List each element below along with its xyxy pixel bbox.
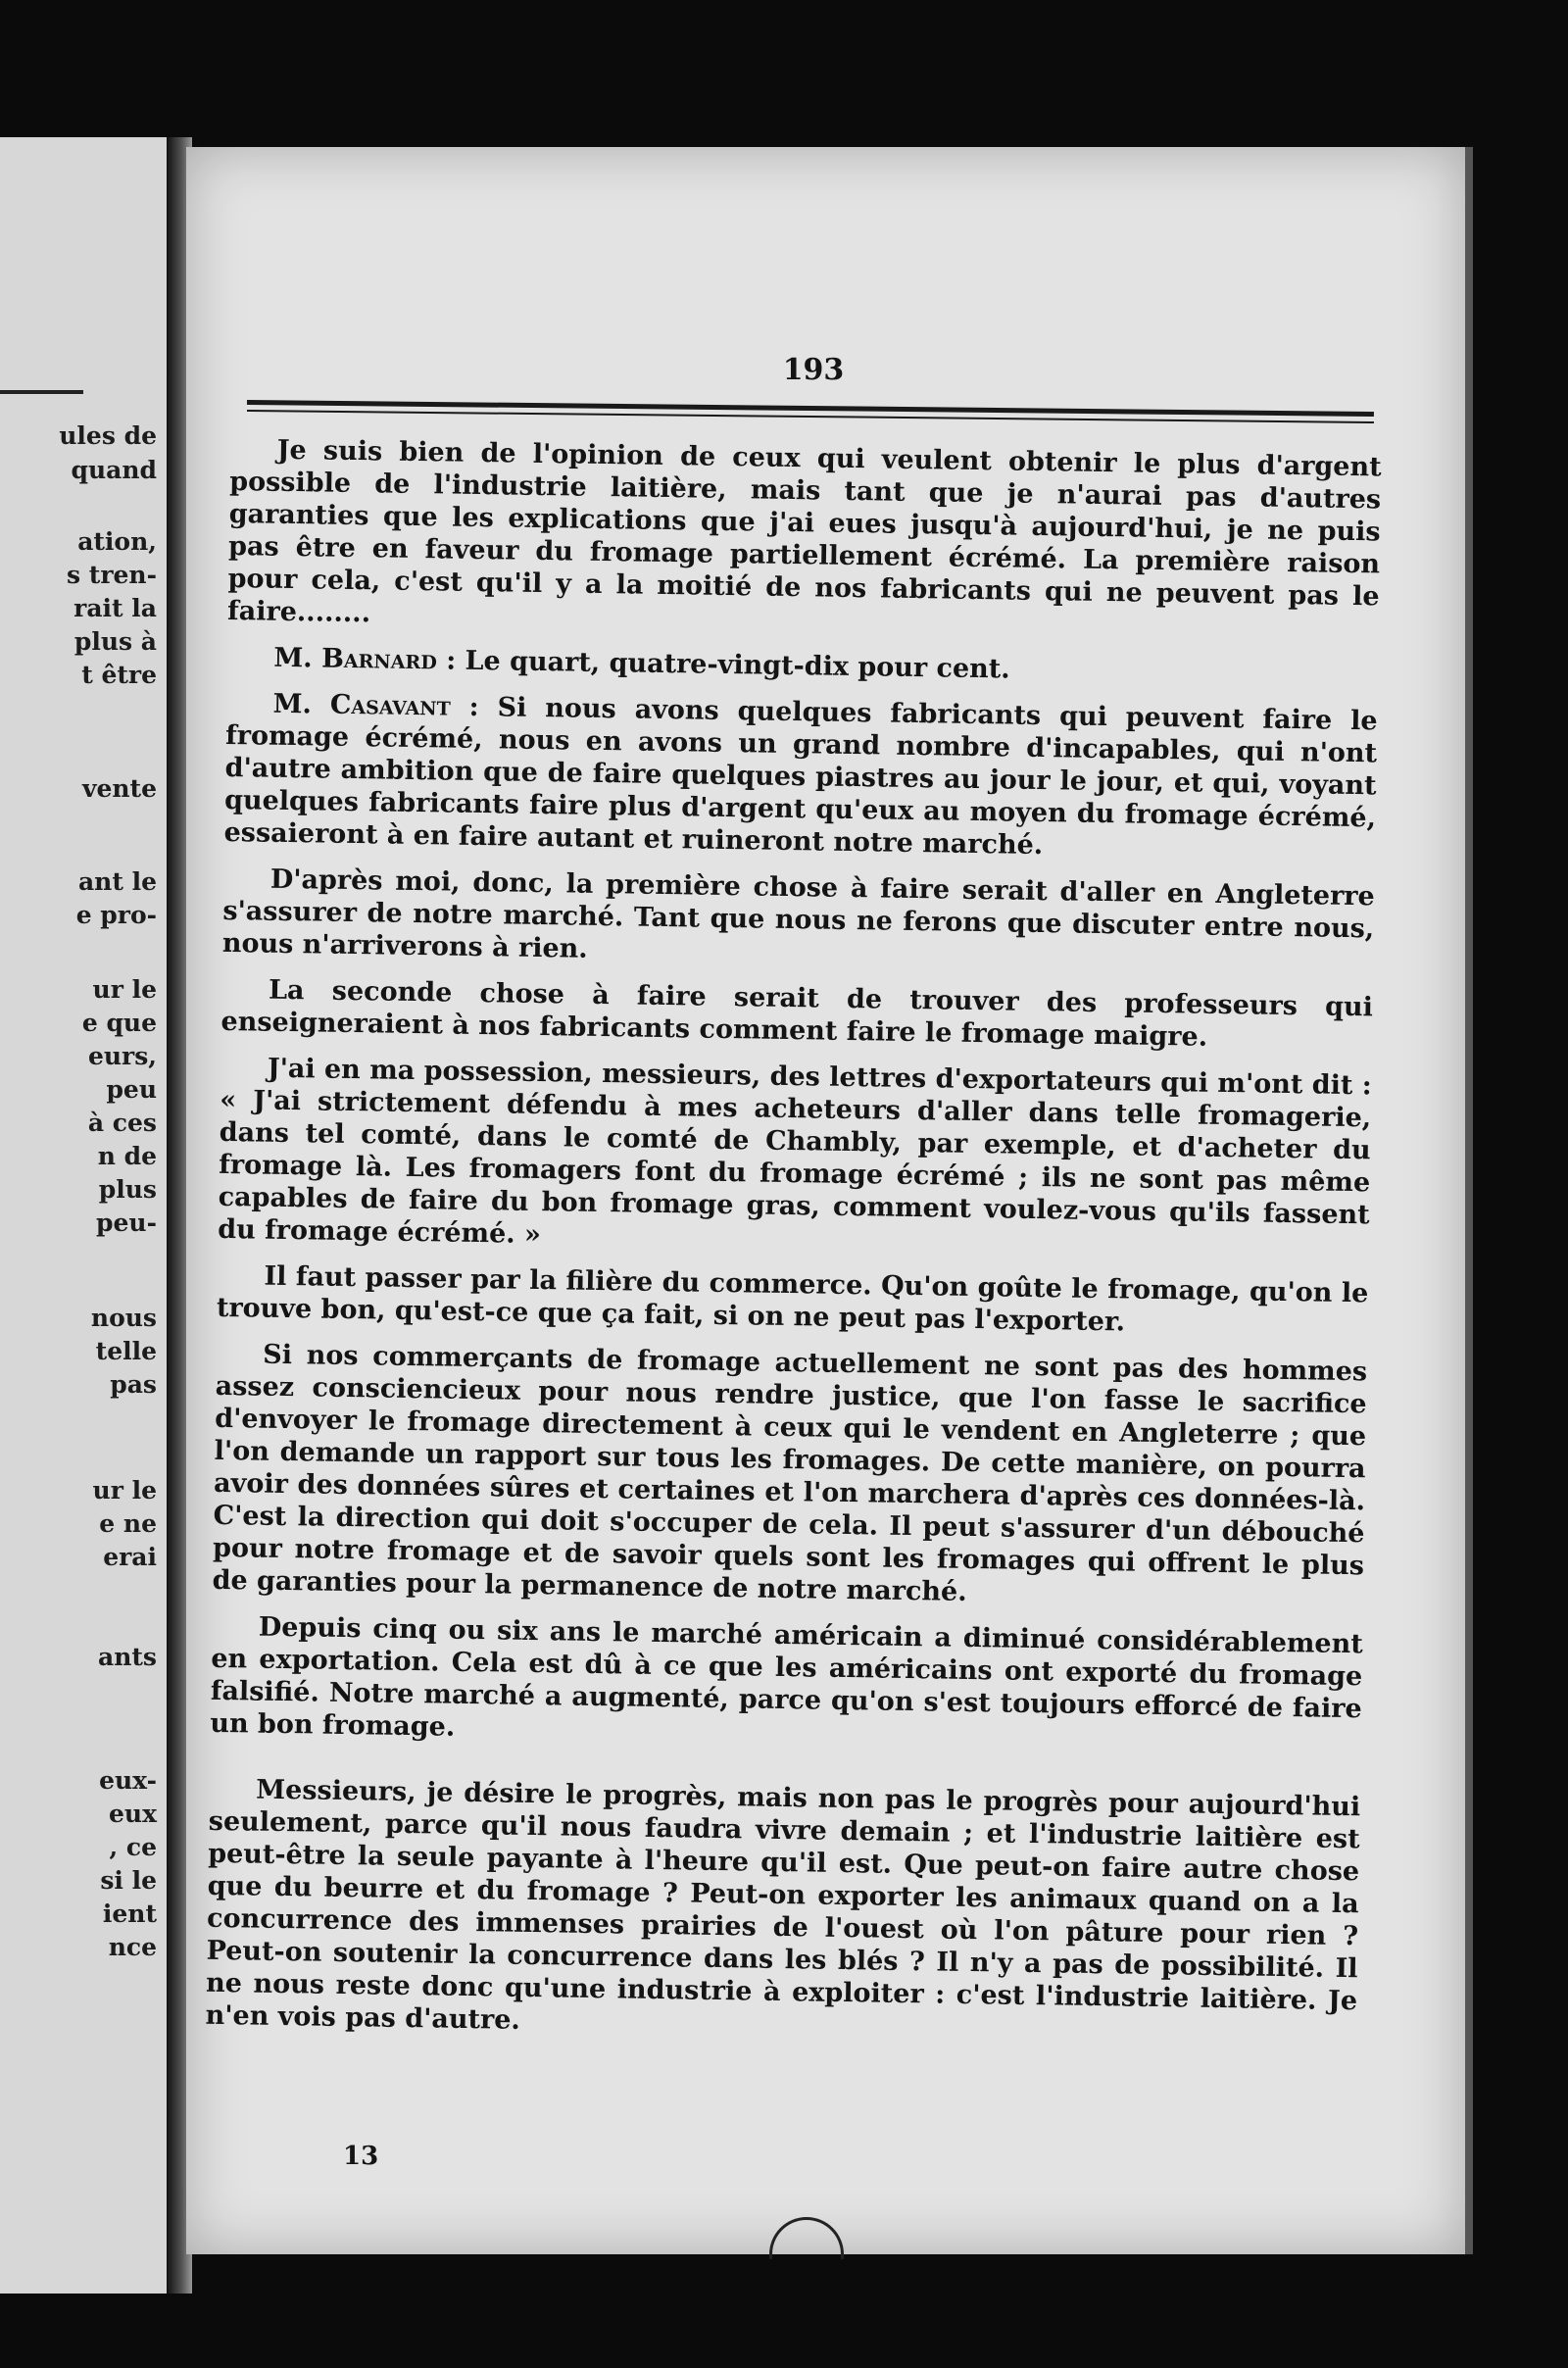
left-fragment: peu — [106, 1075, 157, 1104]
left-fragment: rait la — [74, 594, 157, 622]
left-fragment: ient — [102, 1899, 157, 1928]
signature-number: 13 — [343, 2142, 379, 2171]
left-fragment: eux- — [99, 1766, 157, 1795]
left-fragment: ur le — [92, 975, 157, 1004]
paragraph: Je suis bien de l'opinion de ceux qui veulent obtenir le plus d'argent possible de l'industrie laitière, mais tant que je n'aurai pas d'autres garanties que les explications que j'ai eues jusqu'à aujourd'hui, je ne puis pas être en faveur du fromage partiellement écrémé. La première raison pour cela, c'est qu'il y a la moitié de nos fabricants qui ne peuvent pas le faire........ — [226, 434, 1382, 629]
left-fragment: pas — [110, 1370, 157, 1399]
left-fragment: à ces — [87, 1109, 157, 1137]
left-fragment: nous — [90, 1304, 157, 1332]
left-fragment: si le — [100, 1866, 157, 1895]
left-fragment: , ce — [109, 1833, 157, 1861]
left-fragment: s tren- — [67, 561, 157, 589]
left-fragment: quand — [71, 456, 157, 484]
left-fragment: t être — [81, 661, 157, 689]
left-fragment: ation, — [77, 527, 157, 556]
left-fragment: e ne — [99, 1509, 157, 1538]
left-fragment: e pro- — [75, 901, 157, 929]
adjacent-left-page — [0, 137, 172, 2294]
speaker-paragraph: M. Casavant : Si nous avons quelques fabricants qui peuvent faire le fromage écrémé, nous en avons un grand nombre d'incapables, qui n'ont d'autre ambition que de faire quelques piastres au jour le jour, et qui, voyant quelques fabricants faire plus d'argent qu'eux au moyen du fromage écrémé, essaieront à en faire autant et ruineront notre marché. — [223, 688, 1378, 862]
speaker-name: M. Barnard — [273, 642, 438, 676]
left-fragment: ant le — [77, 867, 157, 896]
left-page-rule — [0, 390, 83, 394]
paragraph: Il faut passer par la filière du commerce. Qu'on goûte le fromage, qu'on le trouve bon, qu'est-ce que ça fait, si on ne peut pas l'exporter. — [216, 1260, 1369, 1338]
left-fragment: ules de — [59, 421, 157, 450]
paragraph: La seconde chose à faire serait de trouver des professeurs qui enseigneraient à nos fabricants comment faire le fromage maigre. — [220, 974, 1374, 1053]
left-fragment: nce — [108, 1933, 157, 1961]
left-fragment: ants — [98, 1643, 157, 1671]
left-fragment: ur le — [92, 1476, 157, 1505]
left-fragment: e que — [81, 1009, 157, 1037]
page-number: 193 — [782, 353, 845, 387]
left-fragment: vente — [81, 774, 157, 803]
page-body — [205, 433, 1382, 2063]
speaker-name: M. Casavant — [272, 688, 451, 722]
paragraph: Si nos commerçants de fromage actuellement ne sont pas des hommes assez consciencieux pour nous rendre justice, que l'on fasse le sacrifice d'envoyer le fromage directement à ceux qui le vendent en Angleterre ; que l'on demande un rapport sur tous les fromages. De cette manière, on pourra avoir des données sûres et certaines et l'on marchera d'après ces données-là. C'est la direction qui doit s'occuper de cela. Il peut s'assurer d'un débouché pour notre fromage et de savoir quels sont les fromages qui offrent le plus de garanties pour la permanence de notre marché. — [212, 1339, 1368, 1607]
speaker-paragraph: M. Barnard : Le quart, quatre-vingt-dix pour cent. — [273, 642, 1010, 685]
left-fragment: plus — [98, 1175, 157, 1204]
paragraph: Depuis cinq ou six ans le marché américain a diminué considérablement en exportation. Cela est dû à ce que les américains ont exporté du fromage falsifié. Notre marché a augmenté, parce qu'on s'est toujours efforcé de faire un bon fromage. — [210, 1611, 1363, 1743]
paragraph: D'après moi, donc, la première chose à faire serait d'aller en Angleterre s'assurer de notre marché. Tant que nous ne ferons que discuter entre nous, nous n'arriverons à rien. — [221, 863, 1375, 964]
main-page — [186, 147, 1473, 2254]
paragraph: J'ai en ma possession, messieurs, des lettres d'exportateurs qui m'ont dit : « J'ai strictement défendu à mes acheteurs d'aller dans telle fromagerie, dans tel comté, dans le comté de Chambly, par exemple, et d'acheter du fromage là. Les fromagers font du fromage écrémé ; ils ne sont pas même capables de faire du bon fromage gras, comment voulez-vous qu'ils fassent du fromage écrémé. » — [217, 1053, 1372, 1251]
left-fragment: n de — [97, 1142, 157, 1170]
left-fragment: peu- — [96, 1209, 157, 1237]
left-fragment: plus à — [74, 627, 157, 656]
left-fragment: eux — [109, 1800, 157, 1828]
header-rule — [247, 400, 1374, 417]
left-fragment: erai — [103, 1543, 157, 1571]
left-fragment: telle — [95, 1337, 157, 1365]
left-fragment: eurs, — [87, 1042, 157, 1070]
paragraph: Messieurs, je désire le progrès, mais non pas le progrès pour aujourd'hui seulement, parce qu'il nous faudra vivre demain ; et l'industrie laitière est peut-être la seule payante à l'heure qu'il est. Que peut-on faire autre chose que du beurre et du fromage ? Peut-on exporter les animaux quand on a la concurrence des immenses prairies de l'ouest où l'on pâture pour rien ? Peut-on soutenir la concurrence dans les blés ? Il n'y a pas de possibilité. Il ne nous reste donc qu'une industrie à exploiter : c'est l'industrie laitière. Je n'en vois pas d'autre. — [205, 1774, 1361, 2036]
